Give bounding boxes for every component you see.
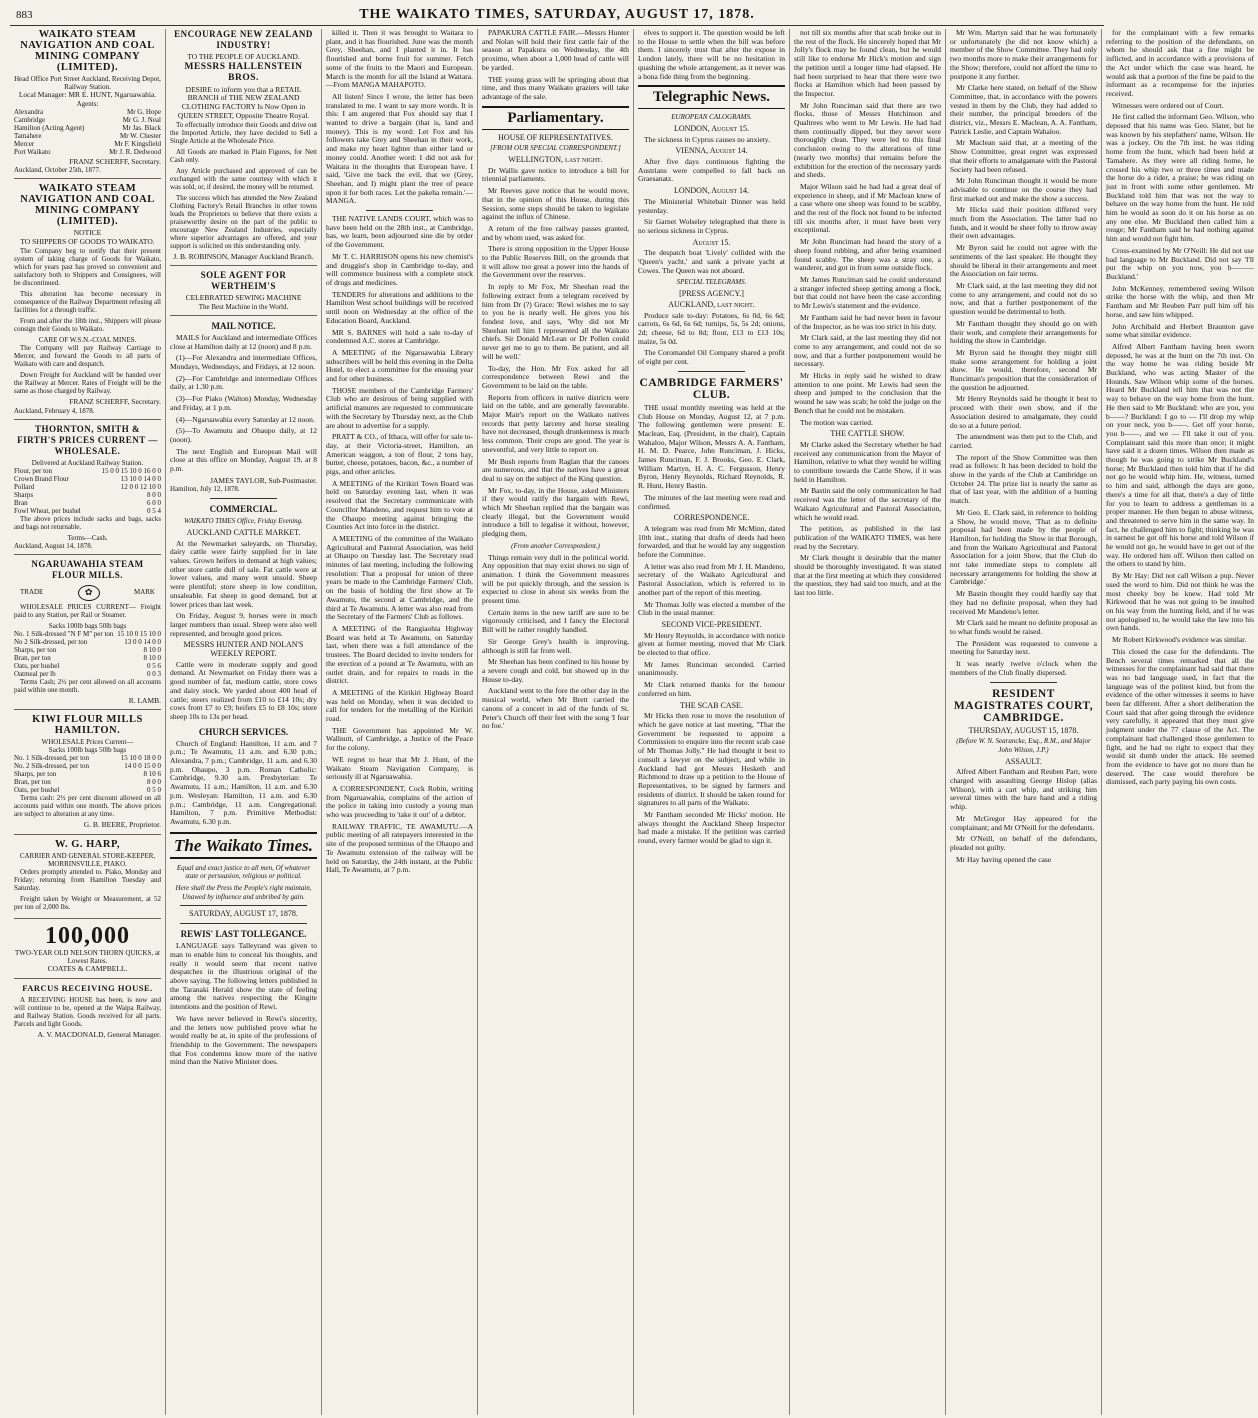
ad-text: WHOLESALE Prices Current— [41, 738, 134, 747]
ad-text: Terms Cash; 2½ per cent allowed on all accounts paid within one month. [14, 677, 161, 694]
paragraph: A telegram was read from Mr McMinn, dated 10th inst., stating that drafts of deeds had been forwarded, and that he would lay any suggestion before the Committee. [638, 523, 785, 560]
ad-text: All Goods are marked in Plain Figures, for Nett Cash only. [170, 147, 317, 164]
columns [10, 28, 1254, 1415]
ad-text: CELEBRATED SEWING MACHINE [185, 293, 302, 303]
paragraph: (1)—For Alexandra and intermediate Offices, Mondays, Wednesdays, and Fridays, at 12 noon. [170, 353, 317, 372]
paragraph: THE NATIVE LANDS COURT, which was to have been held on the 28th inst., at Cambridge, has, we learn, been adjourned sine die by order of the Government. [326, 214, 473, 250]
paragraph: A MEETING of the Kirikiri Highway Board was held on Monday, when it was decided to call for tenders for the metalling of the Kirikiri road. [326, 687, 473, 724]
ad-text: The Best Machine in the World. [198, 302, 289, 311]
paragraph: Mr Maclean said that, at a meeting of the Show Committee, great regret was expressed that their efforts to amalgamate with the Pastoral Society had been refused. [950, 138, 1097, 174]
paragraph: Mr Clark returned thanks for the honour conferred on him. [638, 680, 785, 698]
subheading: THE CATTLE SHOW. [830, 429, 905, 439]
paragraph: Mr Wm. Martyn said that he was fortunately or unfortunately (he did not know which) a member of the Show Committee. They had only two months more to make their arrangements for the Show; therefore, could not afford the time to postpone it any further. [950, 28, 1097, 81]
paragraph: Mr James Runciman seconded. Carried unanimously. [638, 659, 785, 678]
column-4 [478, 29, 634, 1415]
ad-signature: A. V. MACDONALD, General Manager. [37, 1029, 161, 1039]
paragraph: The Ministerial Whitebait Dinner was held yesterday. [638, 196, 785, 215]
ad-text: Terms—Cash. [67, 533, 108, 542]
paragraph: A CORRESPONDENT, Cock Robin, writing from Ngaruawahia, complains of the action of the police in taking into custody a young man who was proceeding to 'take it out' of a debtor. [326, 783, 473, 820]
paragraph: Things remain very dull in the political world. Any opposition that may exist shows no sign of animation. I think the Government measures will be put quickly through, and the session is expected to close in about six weeks from the present time. [482, 552, 629, 606]
paragraph: After five days continuous fighting the Austrians were compelled to fall back on Graesanatz. [638, 157, 785, 184]
paragraph: The Coromandel Oil Company shared a profit of eight per cent. [638, 348, 785, 367]
paragraph: On Friday, August 9, horses were in much larger numbers than usual. Sheep were also well represented, and brought good prices. [170, 611, 317, 638]
paragraph: The President was requested to convene a meeting for Saturday next. [950, 638, 1097, 657]
ad-title: NGARUAWAHIA STEAM FLOUR MILLS. [31, 558, 144, 580]
paragraph: Mr Byron said he thought they might still make some arrangement for holding a joint show. He would, therefore, second Mr Runciman's proposition that the consideration of the question be adjourned. [950, 347, 1097, 392]
paragraph: Auckland went to the fore the other day in the musical world, when Mr Brett carried the canons of a concert in aid of the funds of St. Peter's Church off their feet with the song 'I fear no foe.' [482, 686, 629, 731]
column-2 [166, 29, 322, 1415]
paragraph: Mr Clark said, at the last meeting they did not come to any arrangement, and could not do so now, and that a further postponement would be necessary. [794, 333, 941, 369]
ad-title: MESSRS HALLENSTEIN BROS. [184, 61, 303, 83]
subheading: EUROPEAN CALOGRAMS. [671, 113, 752, 122]
paragraph: The minutes of the last meeting were read and confirmed. [638, 492, 785, 511]
section-heading: CAMBRIDGE FARMERS' CLUB. [639, 376, 784, 401]
paragraph: John Archibald and Herbert Braunton gave some what similar evidence. [1106, 321, 1254, 340]
section-heading: COMMERCIAL. [209, 504, 278, 515]
ad-text: Down Freight for Auckland will be handed over the Railway at Mercer. Rates of Freight will be the same as those charged by Railway. [14, 370, 161, 395]
ad-text: Head Office Port Street Auckland, Receiving Depot, Railway Station. [14, 75, 161, 91]
paragraph: Mr Henry Reynolds said he thought it best to proceed with their own show, and if the Association desired to amalgamate, they could do so at a future period. [950, 394, 1097, 430]
paragraph: Mr Fantham said he had never been in favour of the Inspector, as he was too strict in his duty. [794, 312, 941, 331]
paragraph: Mr Hicks in reply said he wished to draw attention to one point. Mr Lewis had seen the sheep and jumped to the conclusion that the wound he saw was scab; he told the judge on the Bench that he could not be mistaken. [794, 371, 941, 415]
ad-title: FARCUS RECEIVING HOUSE. [22, 982, 153, 993]
dateline: WELLINGTON, last night. [508, 155, 603, 165]
column-1 [10, 29, 166, 1415]
paragraph: To-day, the Hon. Mr Fox asked for all correspondence between Rewi and the Government to be laid on the table. [482, 363, 629, 390]
paragraph: The motion was carried. [800, 417, 873, 427]
date: Hamilton, July 12, 1878. [170, 485, 240, 494]
paragraph: Mr Bastin thought they could hardly say that they had no definite proposal, when they had received Mr Mandeno's letter. [950, 589, 1097, 616]
ad-coates [14, 923, 161, 979]
ad-title: WAIKATO STEAM NAVIGATION AND COAL MINING COMPANY (LIMITED). [20, 29, 155, 73]
ad-signature: FRANZ SCHERFF, Secretary. [69, 396, 161, 406]
paragraph: The petition, as published in the last publication of the WAIKATO TIMES, was here read by the Secretary. [794, 524, 941, 551]
section-heading: Telegraphic News. [638, 85, 785, 109]
subheading: AUCKLAND CATTLE MARKET. [186, 527, 301, 537]
subheading: [PRESS AGENCY.] [679, 289, 744, 299]
signature: JAMES TAYLOR, Sub-Postmaster. [210, 475, 317, 485]
paragraph: All listen! Since I wrote, the letter has been translated to me. I want to say more words. It is this: I am angered that Fox should say that I wanted to drive a bargain (that is, land and money). This is my word: Let Fox and his followers take Grey and Sheehan in their work, and make my heart lighter than either land or money could. Another word: I did not ask for Waitara in the thoughts that European have. I said, 'Give me back the evil, that we (Grey, Sheehan, and I) might plant the tree of peace upon it for both races. Let the pakeha remain.'—MANGA. [326, 91, 473, 206]
subheading: (Before W. N. Searancke, Esq., R.M., and Major John Wilson, J.P.) [956, 737, 1091, 754]
dateline: August 15. [692, 237, 731, 247]
paragraph: We have never believed in Rewi's sincerity, and the letters now published prove what he would really be at, in spite of the professions of friendship to the Government. The newspapers that Fox condemns know more of the native mind than the Native Minister does. [170, 1013, 317, 1067]
ad-title: WAIKATO STEAM NAVIGATION AND COAL MINING COMPANY (LIMITED). [20, 183, 155, 228]
paragraph: THE young grass will be springing about that time, and thus many Waikato graziers will take advantage of the sale. [482, 74, 629, 101]
paragraph: The next English and European Mail will close at this office on Monday, August 19, at 8 p.m. [170, 446, 317, 474]
subheading: SECOND VICE-PRESIDENT. [661, 619, 762, 629]
ad-text: The above prices include sacks and bags, sacks and bags not returnable. [14, 514, 161, 531]
paragraph: Mr Fox, to-day, in the House, asked Ministers if they would ratify the bargain with Rewi, which Mr Sheehan replied that the bargain was clearly illegal, but the Government would introduce a bill to legalise it without, however, pledging them, [482, 485, 629, 539]
subheading: MESSRS HUNTER AND NOLAN'S WEEKLY REPORT. [183, 640, 304, 659]
paragraph: A MEETING of the Ngaruawahia Library subscribers will be held this evening in the Delta Hotel, to elect a committee for the ensuing year and for other business. [326, 347, 473, 384]
ad-text: The Company will pay Railway Carriage to Mercer, and forward the Goods to all parts of Waikato with care and despatch. [14, 343, 161, 368]
paragraph: A MEETING of the Kirikiri Town Board was held on Saturday evening last, when it was resolved that the Secretary communicate with Councillor Mandeno, and request him to vote at the Ohaupo meeting against bringing the Counties Act into force in the district. [326, 478, 473, 532]
paragraph: (5)—To Awamutu and Ohaupo daily, at 12 (noon). [170, 426, 317, 444]
paragraph: Mr Geo. E. Clark said, in reference to holding a Show, he would move, 'That as to definite proposal had been made by the people of Hamilton, for holding the Show in that Borough, and from the Waikato Agricultural and Pastoral Association for a joint Show, that the Club do not take immediate steps to complete all necessary arrangements for holding the show at Cambridge.' [950, 507, 1097, 587]
paragraph: Mr McGregor Hay appeared for the complainant; and Mr O'Neill for the defendants. [950, 813, 1097, 832]
dateline: [FROM OUR SPECIAL CORRESPONDENT.] [490, 144, 621, 153]
paragraph: THE usual monthly meeting was held at the Club House on Monday, August 12, at 7 p.m. The following gentlemen were present: E. Maclean, Esq. (President, in the chair), Captain Wahaloo, Major Wilson, Messrs A. A. Fantham, H. M. D. Pearce, John Runciman, J. Hicks, James Runciman, F. J. Brooks, Geo. E. Clark, William Martyn, H. A. C. Fergusson, Henry Byron, Henry Reynolds, Richard Reynolds, R. R. Hunt, Henry Bastin. [638, 402, 785, 491]
paragraph: THE Government has appointed Mr W. Wallnutt, of Cambridge, a Justice of the Peace for the colony. [326, 725, 473, 753]
ad-title: ENCOURAGE NEW ZEALAND INDUSTRY! [174, 29, 313, 50]
ad-text: From and after the 18th inst., Shippers will please consign their Goods to Waikato. [14, 316, 161, 333]
subheading: HOUSE OF REPRESENTATIVES. [498, 132, 613, 142]
ad-text: This alteration has become necessary in consequence of the Railway Department refusing all facilities for a through traffic. [14, 289, 161, 314]
ad-date: Auckland, October 25th, 1877. [14, 166, 101, 175]
paragraph: LANGUAGE says Talleyrand was given to man to enable him to conceal his thoughts, and really it would seem that recent native despatches in the illustrious original of the above saying. The following letters published in the Taranaki Herald show the state of feeling among the natives respecting the Kingite intentions and the position of Rewi. [170, 941, 317, 1012]
paragraph: Mr T. C. HARRISON opens his new chemist's and druggist's shop in Cambridge to-day, and will commence business with a complete stock of drugs and medicines. [326, 251, 473, 287]
ad-text: TWO-YEAR OLD NELSON THORN QUICKS, at Lowest Rates. [15, 948, 160, 965]
paragraph: WE regret to hear that Mr J. Hunt, of the Waikato Steam Navigation Company, is seriously ill at Ngaruawahia. [326, 754, 473, 782]
paragraph: A MEETING of the committee of the Waikato Agricultural and Pastoral Association, was held at Ohaupo on Tuesday last. The Secretary read minutes of last meeting, including the following resolution: That a proposal for union of three years be made to the Cambridge Farmers' Club, on the basis of holding the first show at Te Awamutu, the second at Cambridge, and the third at Te Awamutu. A letter was also read from the Secretary of the Farmers' Club as follows. [326, 533, 473, 622]
ad-text: Sacks 100lb bags 50lb bags [48, 746, 127, 755]
ad-harp [14, 839, 161, 919]
section-heading: RESIDENT MAGISTRATES COURT, CAMBRIDGE. [953, 687, 1094, 724]
paragraph: MAILS for Auckland and intermediate Offices close at Hamilton daily at 12 (noon) and 8 p.m. [170, 332, 317, 351]
ad-text: DESIRE to inform you that a RETAIL BRANCH of THE NEW ZEALAND CLOTHING FACTORY Is Now Open in QUEEN STREET, Opposite Theatre Royal. [177, 84, 310, 120]
ad-text: Delivered at Auckland Railway Station. [31, 458, 144, 467]
paragraph: Certain items in the new tariff are sure to be vigorously criticised, and I fancy the Electoral Bill will be rather roughly handled. [482, 607, 629, 635]
paragraph: Cross-examined by Mr O'Neill: He did not use bad language to Mr Buckland. Did not say 'I'll put the whip on you now, you b——— Buckland.' [1106, 245, 1254, 281]
ad-text: Any Article purchased and approved of can be exchanged with the same courtesy with which it was sold, or, if desired, the money will be returned. [170, 166, 317, 191]
paragraph: At the Newmarket saleyards, on Thursday, dairy cattle were fairly supplied for in late values. Grown heifers in demand at high values; other store cattle dull of sale. Fat cattle were at lower values, and many went unsold. Sheep were plentiful; store sheep in low condition, unsaleable. Fat sheep in good demand, but at lower prices than last week. [170, 538, 317, 609]
paragraph: Mr Clarke here stated, on behalf of the Show Committee, that, in accordance with the powers vested in them by the Club, they had added to their number, the principal breeders of the district, viz., Messrs E. Maclean, A. A. Fantham, Patrick Leslie, and Captain Wahaloo. [950, 83, 1097, 136]
dateline: THURSDAY, AUGUST 15, 1878. [968, 725, 1079, 735]
paragraph: Mr Hicks then rose to move the resolution of which he gave notice at last meeting, "That the Government be requested to appoint a Commission to enquire into the recent scab case of Mr Thomas Jolly." He had thought it best to consult a lawyer on the subject, and while in Auckland had got Messrs Hesketh and Richmond to draw up a petition to the House of Representatives, to be signed by farmers and residents of district. It should be taken round for signatures to all parts of the Waikato. [638, 711, 785, 808]
ad-signature: COATES & CAMPBELL. [47, 963, 128, 973]
paragraph: Mr Clark said, at the last meeting they did not come to any arrangement, and could not do so now, and that a further postponement of the question would be detrimental to both. [950, 280, 1097, 317]
paragraph: Alfred Albert Fantham and Reuben Parr, were charged with assaulting George Hislop (alias Wilson), with a cart whip, and striking him several times with the bare hand and a riding whip. [950, 767, 1097, 812]
paragraph: Mr Reeves gave notice that he would move, that in the opinion of this House, during this Session, some steps should be taken to legislate against the influx of Chinese. [482, 186, 629, 222]
ad-wertheim [170, 270, 317, 316]
ad-thornton [14, 424, 161, 555]
ad-text: TO THE PEOPLE OF AUCKLAND. [187, 52, 300, 61]
newspaper-masthead: The Waikato Times. [170, 832, 317, 859]
leader-heading: REWIS' LAST TOLLEGANCE. [180, 929, 307, 940]
ad-label: TO SHIPPERS OF GOODS TO WAIKATO. [20, 237, 155, 247]
page-header [10, 6, 1104, 26]
section-heading: Parliamentary. [482, 106, 629, 130]
dateline: (From another Correspondent.) [511, 541, 600, 550]
paragraph: Mr John Runciman said that there are two flocks, those of Messrs Hutchinson and Qualtrees who went to Mr Lewis. He had had them continually dipped, but they never were thoroughly clean. They were led to this final conclusion owing to the alterations of time (nearly two months) that remains before the exhibition for the erection of the necessary yards and sheds. [794, 100, 941, 180]
paragraph: Cattle were in moderate supply and good demand. At Newmarket on Friday there was a good number of fat, medium cattle, store cows and dairy stock. We yarded about 400 head of cattle; steers realized from £10 to £14 10s; dry cows from £7 to £9; heifers £5 to £8 10s; store sheep 10s to 13s per head. [170, 659, 317, 721]
subheading: CORRESPONDENCE. [673, 513, 750, 523]
paragraph: Mr Fantham seconded Mr Hicks' motion. He always thought the Auckland Sheep Inspector had made a mistake. If the petition was carried round, every farmer would be glad to sign it. [638, 810, 785, 846]
paragraph: RAILWAY TRAFFIC, TE AWAMUTU.—A public meeting of all ratepayers interested in the site of the proposed terminus of the Ohaupo and Te Awamutu extension of the railway will be held on Saturday, the 24th instant, at the Public Hall, Te Awamutu, at 7 p.m. [326, 821, 473, 875]
dateline: LONDON, August 15. [673, 123, 750, 133]
ad-text: Freight taken by Weight or Measurement, at 52 per ton of 2,000 lbs. [14, 894, 161, 911]
ad-text: The Company beg to notify that their present system of taking charge of Goods for Waikato, which for years past has proved so convenient and satisfactory both to Shippers and Consignees, will be discontinued. [14, 246, 161, 287]
subheading: ASSAULT. [1005, 756, 1042, 766]
column-5 [634, 29, 790, 1415]
subheading: SPECIAL TELEGRAMS. [676, 278, 747, 287]
price-list: No. 1 Silk-dressed "N F M" per ton 15 10 0 15 10 0 No 2 Silk-dressed, per ton 13 0 0 14 0 0 Sharps, per ton 8 10 0 Bran, per ton 8 10 0 Oats, per bushel 0 5 6 Oatmeal per lb 0 0 3 [14, 629, 161, 678]
paragraph: Mr Sheehan has been confined to his house by a severe cough and cold, but showed up in the House to-day. [482, 657, 629, 684]
ad-date: Auckland, August 14, 1878. [14, 541, 93, 550]
paragraph: (4)—Ngaruawahia every Saturday at 12 noon. [176, 414, 315, 424]
column-7 [946, 29, 1102, 1415]
column-6 [790, 29, 946, 1415]
paragraph: Mr Clark thought it desirable that the matter should be thoroughly investigated. It was stated that at the first meeting at which they considered the question, they had said too much, and at the last too little. [794, 553, 941, 598]
paragraph: The amendment was then put to the Club, and carried. [950, 432, 1097, 450]
paragraph: killed it. Then it was brought to Waitara to plant, and it has flourished. June was the month Grey, Sheehan, and I planted it in. It has flourished and borne fruit for summer. Fetch some of the fruits to the Maori and European. March is the month for all the Island at Waitara.—From MANGA MAHAPOTO. [326, 28, 473, 90]
motto: Equal and exact justice to all men, Of whatever state or persuasion, religious or political. [176, 863, 311, 881]
ad-signature: J. B. ROBINSON, Manager Auckland Branch. [173, 251, 314, 261]
ad-text: Sacks 100lb bags 50lb bags [48, 621, 127, 630]
ad-text: The success which has attended the New Zealand Clothing Factory's Retail Branches in other towns leads the Proprietors to believe that there exists a praiseworthy desire on the part of the public to encourage New Zealand Industries, especially where superior advantages are offered, and your support is solicited on this understanding only. [170, 193, 317, 250]
ad-text: CARE OF W.S.N.-COAL MINES. [38, 335, 137, 344]
ad-text: A RECEIVING HOUSE has been, is now and will continue to be, opened at the Waipa Railway, and Railway Station. Goods received for all parts. Parcels and light Goods. [14, 995, 161, 1028]
paragraph: Dr Wallis gave notice to introduce a bill for triennial parliaments. [482, 165, 629, 184]
paragraph: Mr Hicks said their position differed very much from the Association. The latter had no funds, and it would be sheer folly to throw away their own advantages. [950, 205, 1097, 241]
paragraph: It was nearly twelve o'clock when the members of the Club finally dispersed. [950, 659, 1097, 677]
paragraph: THOSE members of the Cambridge Farmers' Club who are desirous of being supplied with artificial manures are requested to communicate with the Secretary by Thursday next, as the Club are about to advertise for a supply. [326, 385, 473, 430]
trade-mark: TRADE ✿ MARK [14, 583, 161, 603]
paragraph: The sickness in Cyprus causes no anxiety. [644, 134, 770, 144]
paragraph: Reports from officers in native districts were laid on the table, and are generally favourable. Major Mair's report on the Waikato natives records that petty larceny and horse stealing have not decreased, though drunkenness is much less common. Their crops are good. The year is uneventful, and very little to report on. [482, 392, 629, 454]
paragraph: MR S. BARNES will hold a sale to-day of condemned A.C. stores at Cambridge. [326, 327, 473, 346]
paragraph: not till six months after that scab broke out in the rest of the flock. He sincerely hoped that Mr Jolly's flock may be found clean, but he would still like to endorse Mr Hick's motion and sign the petition until a longer time had elapsed. He had been surprised to hear that there were two flocks at Hamilton which had been passed by the Inspector. [794, 28, 941, 98]
ad-text: Agents: [76, 99, 99, 108]
ad-title: SOLE AGENT FOR WERTHEIM'S [200, 270, 287, 292]
paragraph: (2)—For Cambridge and intermediate Offices daily, at 1.30 p.m. [170, 373, 317, 392]
ad-farcus [14, 983, 161, 1044]
paragraph: Mr Thomas Jolly was elected a member of the Club in the usual manner. [638, 599, 785, 618]
ad-signature: G. B. BEERE, Proprietor. [83, 820, 161, 830]
paragraph: elves to support it. The question would be left to the House to settle when the bill was before them. I sincerely trust that after the expose in London lately, there will be no hesitation in quashing the whole arrangement, as it never was a bona fide thing from the beginning. [638, 28, 785, 81]
dateline: LONDON, August 14. [673, 186, 750, 196]
ad-title: KIWI FLOUR MILLS HAMILTON. [32, 714, 143, 737]
paragraph: Mr Clarke asked the Secretary whether he had received any communication from the Mayor of Hamilton, relative to what they would be willing to contribute towards the Cattle Show, if it was held in Hamilton. [794, 439, 941, 484]
paragraph: John McKenney, remembered seeing Wilson strike the horse with the whip, and then Mr Fantham and Mr Reuben Parr pull him off his horse, and saw him whipped. [1106, 283, 1254, 319]
ad-title: W. G. HARP, [54, 838, 121, 850]
ad-signature: R. LAMB. [128, 695, 161, 705]
ad-big-number: 100,000 [45, 922, 130, 949]
paragraph: Mr Bush reports from Raglan that the canoes are numerous, and that the natives have a great deal to say on the subject of the King question. [482, 456, 629, 483]
paragraph: In reply to Mr Fox, Mr Sheehan read the following extract from a telegram received by him from Dr (?) Grace: 'Rewi wishes me to say to you he is nearly well. He gives you his fondest love, and says, 'Why did not Mr Sheehan tell him I represented all the Waikato chiefs. Sir Donald McLean or Dr Pollen could never get me to go to them. Be patient, and all will be well.' [482, 282, 629, 361]
agents-list: Alexandra Mr G. Hope Cambridge Mr G. J. Neal Hamilton (Acting Agent) Mr Jas. Black Tamahere Mr W. Chester Mercer Mr F. Kingsfield Port Waikato Mr J. R. Dedwood [14, 107, 161, 156]
paragraph: Mr Fantham thought they should go on with their work, and complete their arrangements for holding the show in Cambridge. [950, 318, 1097, 346]
paragraph: Mr Bastin said the only communication he had received was the letter of the secretary of the Waikato Agricultural and Pastoral Association, which he would read. [794, 486, 941, 522]
page-title: THE WAIKATO TIMES, SATURDAY, AUGUST 17, 1878. [359, 6, 755, 22]
paragraph: By Mr Hay: Did not call Wilson a pup. Never used the word to him. Did not think he was the most cheeky boy he knew. Had told Mr Kirkwood that he was not going to be insulted on his way from the hunting field, and if he was not apologised to, he would take the law into his own hands. [1106, 571, 1254, 633]
ad-kiwi-mills [14, 714, 161, 835]
ad-ngaruawahia-mills [14, 559, 161, 711]
paragraph: Alfred Albert Fantham having been sworn deposed, he was at the hunt on the 7th inst. On the way home he was riding beside Mr Buckland, who was acting Master of the Hounds. Saw Wilson whip some of the horses. Heard Mr Buckland tell him that was not the way to behave on the way home from the hunt. He then said to Mr Buckland: who are you, you b——? Buckland: I go to — I'll drop my whip on your neck, you b——. Get off your horse, you b——, and we — I'll take it out of you. Complainant said this more than once; it might have said it a dozen times. Wilson then made as though he was going to strike Mr Buckland's horse; Mr Buckland then told him that if he did not go he would whip him. He, witness, turned to him and said, although the days are gone, there's a time for all that, there's a day of little for you to learn to address a gentleman in a proper manner. He then began to abuse witness, and threatened to serve him in the same way. In fact, he challenged him to fight; thinking he was in earnest he got off his horse and told Wilson if he would not go, he would have to get out of the way. He ordered him off. Wilson then called on the others to stand by him. [1106, 341, 1254, 569]
column-8 [1102, 29, 1258, 1415]
paragraph: for the complainant with a few remarks referring to the position of the defendants, on whom he should ask that a fine might be inflicted, and in accordance with a provisions of the Act under which the case was heard, he would ask that a portion of the fine be paid to the informant as a recompense for the injuries received. [1106, 28, 1254, 98]
paragraph: Mr Robert Kirkwood's evidence was similar. [1112, 635, 1247, 645]
ad-text: CARRIER AND GENERAL STORE-KEEPER, MORRINSVILLE, PIAKO. [19, 851, 156, 868]
column-3 [322, 29, 478, 1415]
ad-date: Auckland, February 4, 1878. [14, 406, 95, 415]
paragraph: A MEETING of the Rangiaohia Highway Board was held at Te Awamutu, on Saturday last, when there was a full attendance of the trustees. The Board decided to invite tenders for the erection of a pound at Te Awamutu, with an outlet drain, and for repairs to roads in the district. [326, 624, 473, 686]
paragraph: Church of England: Hamilton, 11 a.m. and 7 p.m.; Te Awamutu, 11 a.m. and 6.30 p.m.; Alexandra, 7 p.m.; Cambridge, 11 a.m. and 6.30 p.m. Ohaupo, 3 p.m. Roman Catholic: Cambridge, 9.30 a.m. Presbyterian: Te Awamutu, 11 a.m.; Hamilton, 11 a.m. and 6.30 p.m. Wesleyan: Hamilton, 11 a.m. and 6.30 p.m.; Cambridge, 11 a.m. Congregational: Hamilton, 7 p.m. Primitive Methodist: Awamutu, 6.30 p.m. [170, 738, 317, 826]
paragraph: Produce sale to-day: Potatoes, 6s 0d, 6s 6d; carrots, 6s 6d, 6s 6d; turnips, 5s, 5s 2d; onions, 2d; cheese, 6d to 8d; flour, £13 to £13 10s; maize, 5s 0d. [638, 310, 785, 346]
ad-text: To effectually introduce their Goods and drive out the Imported Article, they have decided to Sell a Single Article at the Wholesale Price. [170, 120, 317, 145]
paragraph: Mr Clark said he meant no definite proposal as to what funds would be raised. [950, 618, 1097, 636]
ad-text: Terms cash: 2½ per cent discount allowed on all accounts paid within one month. The above prices are subject to alteration at any time. [14, 794, 161, 819]
section-heading: CHURCH SERVICES. [198, 726, 289, 737]
ad-steam-navigation [14, 29, 161, 179]
paragraph: Major Wilson said he had had a great deal of experience in sheep, and if Mr Maclean knew of a case where one sheep was found to be scabby, and the rest of the flock not found to be infected till six months after, it must have been very exceptional. [794, 181, 941, 235]
dateline: VIENNA, August 14. [675, 146, 748, 156]
paragraph: A letter was also read from Mr J. H. Mandeno, secretary of the Waikato Agricultural and Pastoral Association, which is referred to in another part of the report of this meeting. [638, 561, 785, 597]
paragraph: PRATT & CO., of Ithaca, will offer for sale to-day, at their Victoria-street, Hamilton, an American waggon, a ton of flour, 2 tons hay, butter, cheese, potatoes, bacon, &c., a number of pigs, and other articles. [326, 432, 473, 477]
paragraph: Mr James Runciman said he could understand a stranger infected sheep getting among a flock, but that could not have been the case according to Mr Lewis's statement and the evidence. [794, 274, 941, 311]
paragraph: Sir Garnet Wolseley telegraphed that there is no serious sickness in Cyprus. [638, 217, 785, 235]
price-list: Flour, per ton 15 0 0 15 10 0 16 0 0 Crown Brand Flour 13 10 0 14 0 0 Pollard 12 0 0 12 10 0 Sharps 8 0 0 Bran 6 0 0 Fowl Wheat, per bushel 0 5 4 [14, 466, 161, 515]
issue-date: SATURDAY, AUGUST 17, 1878. [189, 909, 298, 919]
paragraph: Mr O'Neill, on behalf of the defendants, pleaded not guilty. [950, 834, 1097, 852]
ad-label: NOTICE [73, 228, 102, 238]
subheading: THE SCAB CASE. [680, 700, 743, 710]
page-mark: 883 [16, 8, 33, 21]
paragraph: Mr John Runciman thought it would be more advisable to continue on the course they had first marked out and make the show a success. [950, 176, 1097, 203]
paragraph: He first called the informant Geo. Wilson, who deposed that his name was Geo. Slater, but he was known by his stepfathers' name, Wilson. He was a jockey. On the 7th inst. he was riding home from the hunt, which had been held at Tamahere. As they were all riding home, he crossed his whip two or three times and made the horse do a rider, a praise; he was riding on just in front with some other gentlemen. Mr Buckland told him that was not the way to behave on the way home from the hunt. He told him he would as soon do it on his horse as on any one else. Mr Buckland then called him a rouge; Mr Fantham said he had nothing against him and would not fight him. [1106, 112, 1254, 244]
paragraph: Sir George Grey's health is improving, although is still far from well. [482, 636, 629, 655]
paragraph: A return of the free railway passes granted, and by whom used, was asked for. [482, 223, 629, 242]
paragraph: TENDERS for alterations and additions to the Hamilton West school buildings will be received until noon on Wednesday at the office of the Education Board, Auckland. [326, 289, 473, 325]
ad-hallenstein [170, 29, 317, 266]
ad-text: WHOLESALE PRICES CURRENT— Freight paid to any Station, per Rail or Steamer. [14, 602, 161, 619]
section-heading: MAIL NOTICE. [211, 320, 276, 331]
ad-text: Local Manager: MR E. HUNT, Ngaruawahia. [18, 90, 157, 99]
paragraph: Mr Henry Reynolds, in accordance with notice given at former meeting, moved that Mr Clark be elected to that office. [638, 630, 785, 658]
paragraph: The despatch boat 'Lively' collided with the 'Queen's yacht,' and sank a private yacht at Cowes. The Queen was not aboard. [638, 248, 785, 275]
ad-text: Orders promptly attended to. Piako, Monday and Friday; returning from Hamilton Tuesday and Saturday. [14, 867, 161, 892]
paragraph: PAPAKURA CATTLE FAIR.—Messrs Hunter and Nolan will hold their first cattle fair of the season at Papakura on Wednesday, the 4th proximo, when about a 1,000 head of cattle will be yarded. [482, 28, 629, 72]
dateline: AUCKLAND, last night. [668, 299, 755, 309]
ad-steam-notice [14, 183, 161, 419]
price-list: No. 1 Silk-dressed, per ton 15 10 0 18 0 0 No. 2 Silk-dressed, per ton 14 0 0 15 0 0 Sharps, per ton 8 10 6 Bran, per ton 8 0 0 Oats, per bushel 0 5 0 [14, 754, 161, 795]
ad-signature: FRANZ SCHERFF, Secretary. [69, 156, 161, 166]
paragraph: Witnesses were ordered out of Court. [1112, 100, 1224, 110]
motto: Here shall the Press the People's right maintain, Unawed by influence and unbribed by gain. [175, 884, 312, 901]
paragraph: (3)—For Piako (Walton) Monday, Wednesday and Friday, at 1 p.m. [170, 394, 317, 412]
paragraph: Mr Hay having opened the case [956, 854, 1052, 864]
dateline: WAIKATO TIMES Office, Friday Evening. [184, 517, 303, 526]
trademark-icon: ✿ [78, 585, 100, 601]
paragraph: There is strong opposition in the Upper House to the Public Reserves Bill, on the grounds that it will allow too great a power into the hands of the Government over the reserves. [482, 244, 629, 280]
ad-title: THORNTON, SMITH & FIRTH'S PRICES CURRENT — WHOLESALE. [17, 423, 158, 456]
paragraph: This closed the case for the defendants. The Bench several times remarked that all the witnesses for the complainant had said that there was no bad language used, in fact that the language was of the politest kind, but from the evidence of the other witnesses it seems to have been far different. After a short deliberation the Court said that after going through the evidence very carefully, it appeared that they must give judgment under the 77 clause of the Act. The complainant had challenged those gentlemen to fight, and he had no right to expect that they would sit dumb under the attack. He seemed from the evidence to have got no more than he deserved. The case would therefore be dismissed, each party paying his own costs. [1106, 646, 1254, 787]
paragraph: Mr John Runciman had heard the story of a sheep found rubbing, and after being examined found scabby. The sheep was a stray one, a wanderer, and got in from some outside flock. [794, 237, 941, 273]
paragraph: The report of the Show Committee was then read as follows: It has been decided to hold the show in the yards of the Club at Cambridge on October 24. The prize list is nearly the same as that of last year, with the addition of a hunting match. [950, 452, 1097, 506]
paragraph: Mr Byron said he could not agree with the sentiments of the last speaker. He thought they should be liberal in their arrangements and meet the Association on fair terms. [950, 243, 1097, 279]
